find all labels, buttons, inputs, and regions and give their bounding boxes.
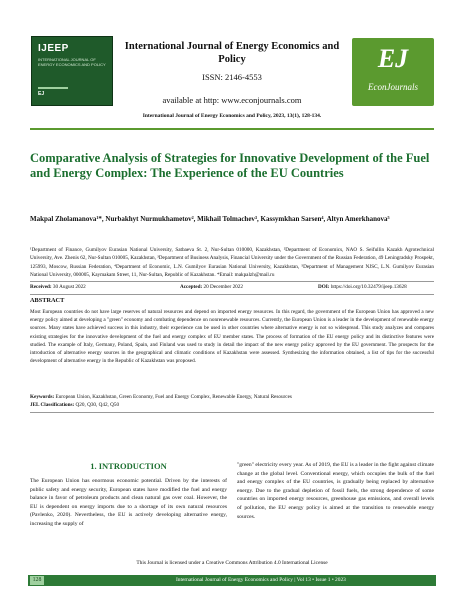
received-date: Received: 30 August 2022 — [30, 284, 86, 290]
citation: International Journal of Energy Economics and Policy, 2023, 13(1), 128-134. — [142, 113, 322, 119]
license-notice: This Journal is licensed under a Creative Commons Attribution 4.0 International License — [136, 560, 328, 566]
page-number: 128 — [30, 576, 44, 585]
affiliations: ¹Department of Finance, Gumilyov Eurasian National University, Satbaeva St. 2, Nur-Sultan 010000, Kazakhstan, ²Department of Economics, NAO S. Seifullin Kazakh Agrotechnical University, Ave. Zhenis 62, Nur-Sultan 010005, Kazakhstan, ³Department of Business Analysis, Financial University under the Government of the Russian Federation, 49 Leningradsky Prospekt, 125993, Moscow, Russian Federation, ⁴Department of Economic, L.N. Gumilyov Eurasian National University, Kazakhstan, ⁵Department of Management NJSC, L.N. Gumilyov Eurasian National University, 000005, Kaymakam Street, 11, Nur-Sultan, Republic of Kazakhstan. *Email: makpalzh@mail.ru — [30, 247, 434, 279]
issn: ISSN: 2146-4553 — [202, 72, 262, 82]
author-list: Makpal Zholamanova¹*, Nurbakhyt Nurmukhametov², Mikhail Tolmachev³, Kassymkhan Sarsen⁴, Altyn Amerkhanova⁵ — [30, 215, 390, 223]
abstract-text: Most European countries do not have large reserves of natural resources and depend on imported energy resources. In this regard, the government of the European Union has approved a new energy policy aimed at developing a "green" economy and combating dependence on nonrenewable resources. Currently, the European Union is a leader in the development of renewable energy sources. Many states have achieved success in this industry, their experience can be used in other countries where alternative energy is not so widespread. This study analyzes and compares existing strategies for the innovative development of the fuel and energy complex of EU member states. The process of formation of the EU energy policy and its distinctive features were studied. The example of Italy, Germany, Poland, Spain, and Finland was used to study in detail the impact of the new energy policy approved by the EU government. The prospects for the introduction of alternative energy sources in the geographical and climatic conditions of Kazakhstan were assessed. Synthesizing the information obtained, a list of tips for the successful development of alternative energy in the Republic of Kazakhstan was proposed. — [30, 309, 434, 365]
journal-logo — [31, 36, 113, 106]
divider — [30, 412, 434, 413]
intro-column-right: "green" electricity every year. As of 2019, the EU is a leader in the fight against climate change at the global level. Conventional energy, which occupies the bulk of the fuel and energy complex of the EU countries, is gradually being replaced by alternative energy. Due to the gradual depletion of fossil fuels, the strong dependence of some countries on imported energy resources, greenhouse gas emissions, and overall levels of pollution, the EU energy policy is aimed at the transition to renewable energy sources. — [237, 462, 434, 520]
logo-mark: EJ — [38, 91, 45, 97]
logo-brand: IJEEP — [38, 43, 69, 54]
article-dates — [30, 284, 434, 293]
logo-bar — [38, 87, 68, 89]
publisher-logo — [352, 38, 434, 106]
footer-text: International Journal of Energy Economics and Policy | Vol 13 • Issue 1 • 2023 — [176, 577, 346, 583]
availability-link[interactable]: available at http: www.econjournals.com — [162, 95, 302, 105]
divider — [30, 281, 434, 282]
journal-title: International Journal of Energy Economics and Policy — [124, 41, 340, 65]
accepted-date: Accepted: 20 December 2022 — [180, 284, 243, 290]
logo-subtitle: INTERNATIONAL JOURNAL OF ENERGY ECONOMICS AND POLICY — [38, 57, 106, 67]
page-footer — [28, 575, 436, 586]
keywords: Keywords: European Union, Kazakhstan, Green Economy, Fuel and Energy Complex, Renewable Energy, Natural Resources — [30, 394, 292, 400]
abstract-heading: ABSTRACT — [30, 297, 65, 304]
header-divider — [30, 128, 434, 130]
intro-column-left: The European Union has enormous economic potential. Driven by the interests of public safety and energy security, European states have modified the fuel and energy balance in favor of petroleum products and clean natural gas over coal. However, the EU is dependent on energy imports due to a shortage of its own natural resources (Pavlenko, 2020). Nevertheless, the EU is actively developing alternative energy, increasing the supply of — [30, 478, 227, 527]
jel-classifications: JEL Classifications: Q20, Q30, Q42, Q50 — [30, 402, 120, 408]
doi[interactable]: DOI: https://doi.org/10.32479/ijeep.13628 — [318, 284, 407, 290]
publisher-logo-mark: EJ — [377, 44, 409, 73]
section-heading-introduction: 1. INTRODUCTION — [90, 461, 167, 471]
divider — [30, 294, 434, 295]
article-title: Comparative Analysis of Strategies for Innovative Development of the Fuel and Energy Complex: The Experience of the EU Countries — [30, 151, 430, 180]
publisher-logo-name: EconJournals — [368, 82, 418, 92]
